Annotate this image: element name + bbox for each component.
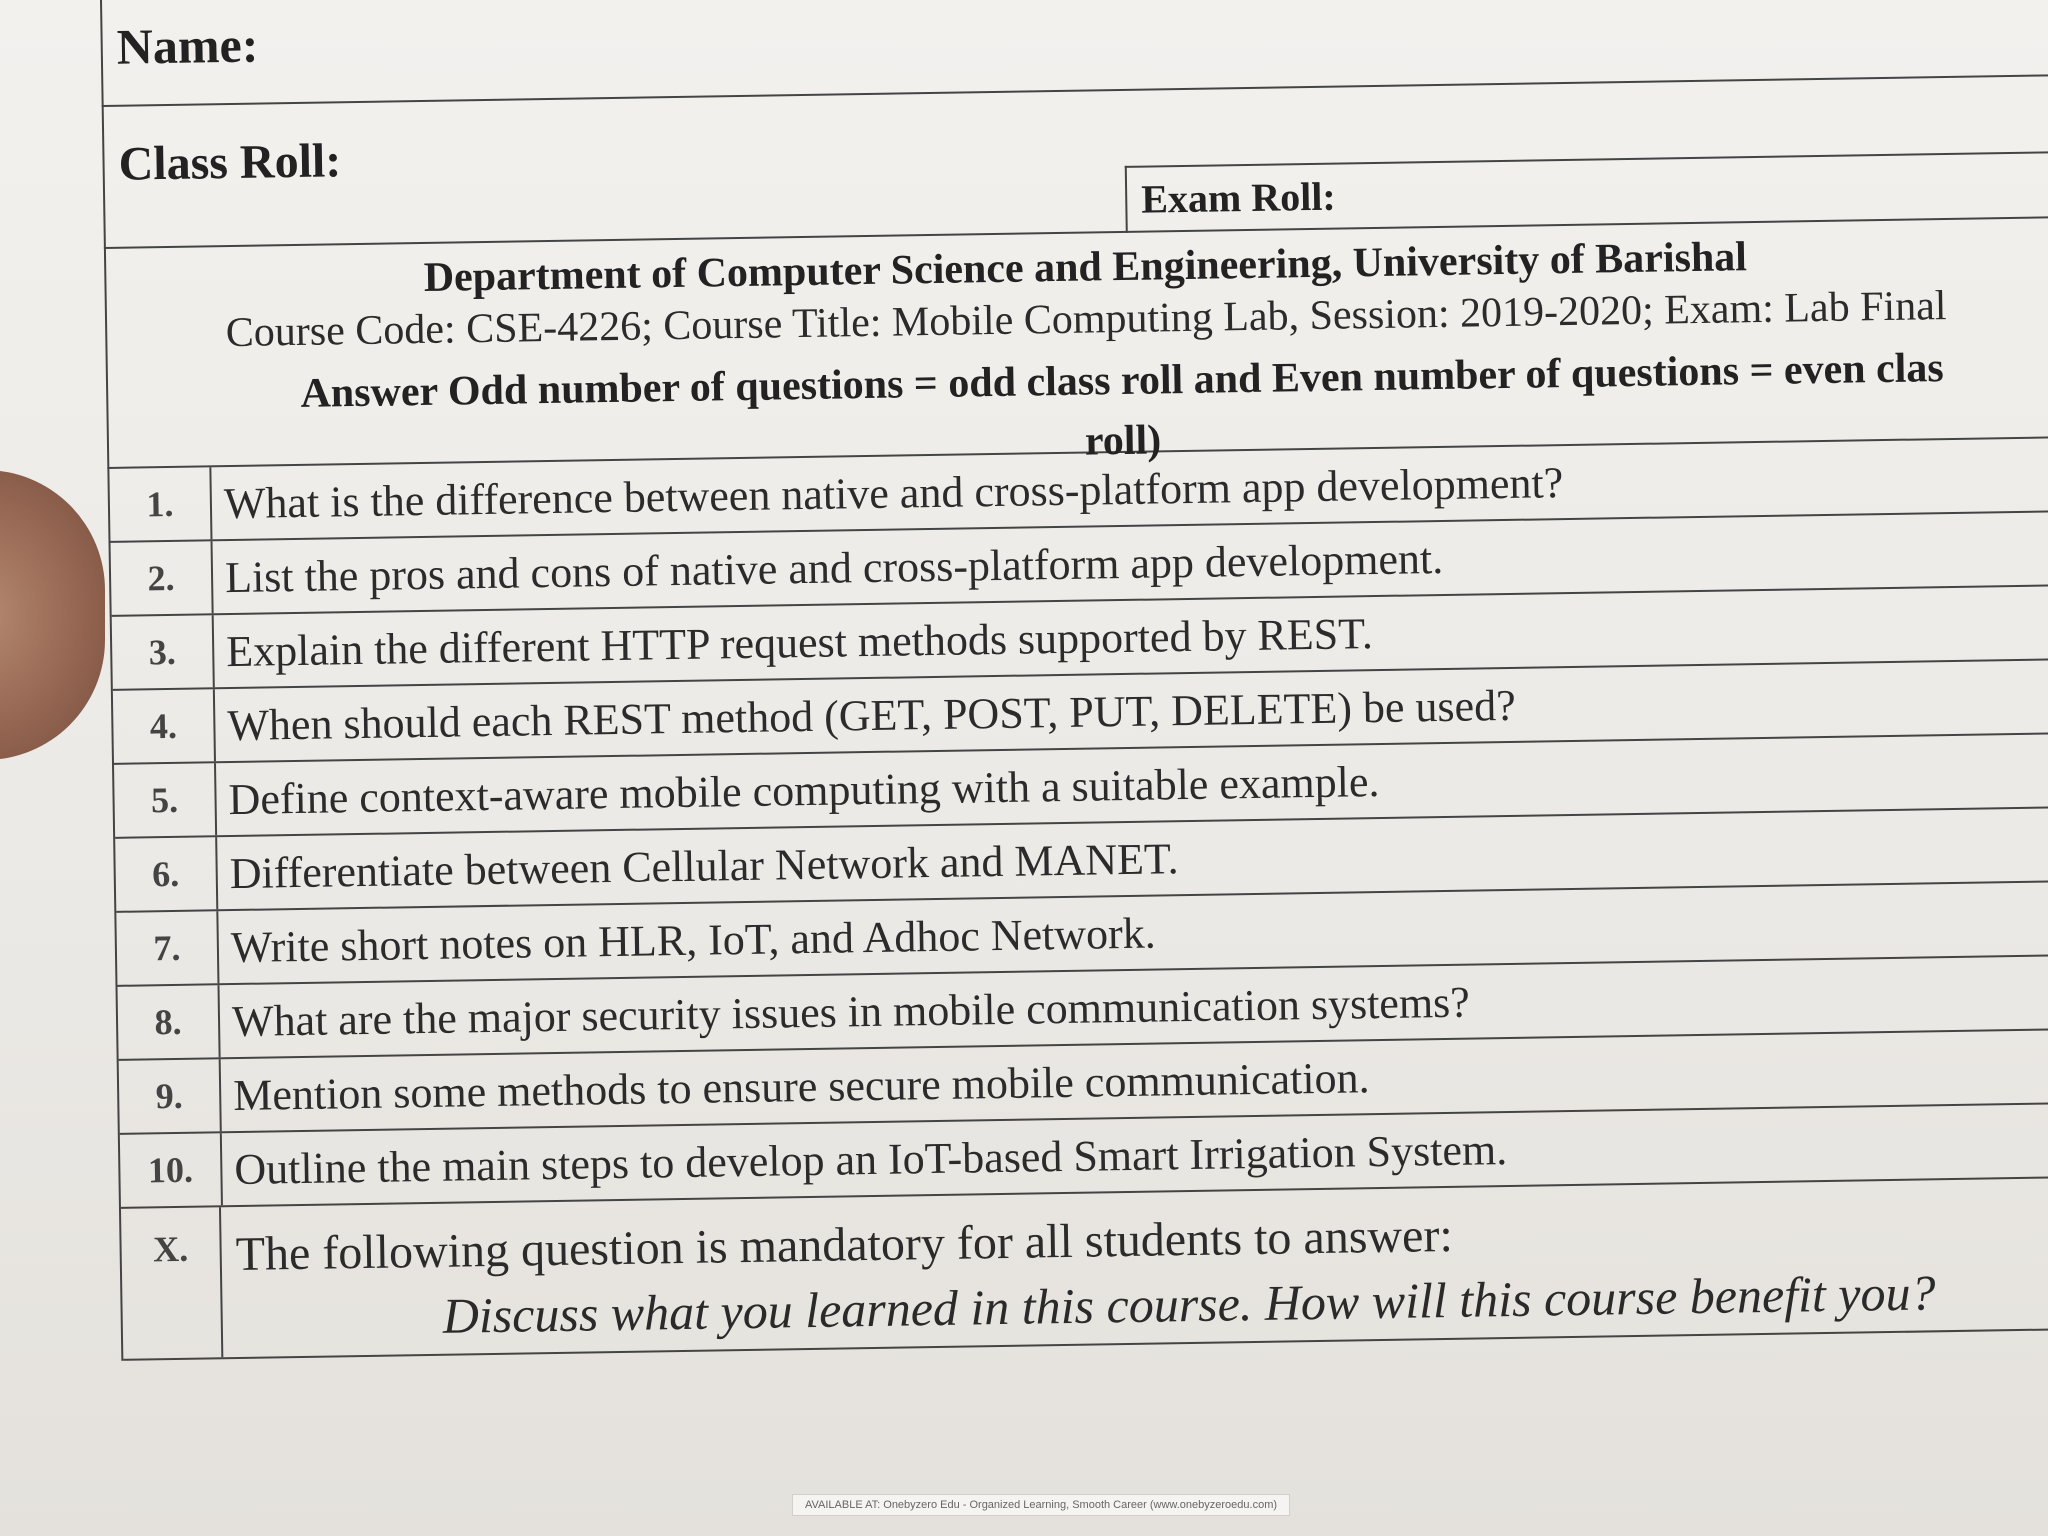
exam-roll-label: Exam Roll: [1140, 173, 1337, 222]
question-number: 3. [112, 615, 215, 689]
question-text: List the pros and cons of native and cross-platform app development. [224, 533, 1444, 602]
watermark-footer: AVAILABLE AT: Onebyzero Edu - Organized Learning, Smooth Career (www.onebyzeroedu.com) [792, 1494, 1290, 1516]
exam-header [104, 218, 2048, 469]
question-text: Explain the different HTTP request methods supported by REST. [225, 608, 1374, 676]
question-list [107, 438, 2048, 1361]
instruction-line-2: roll) [1084, 417, 1162, 465]
question-number: 1. [109, 467, 212, 541]
mandatory-question-text: The following question is mandatory for all students to answer: [235, 1208, 1454, 1282]
mandatory-question-subtext: Discuss what you learned in this course. How will this course benefit you? [442, 1264, 1936, 1344]
mandatory-question [221, 1180, 1936, 1357]
question-number: 8. [118, 985, 221, 1059]
question-number: 2. [111, 541, 214, 615]
name-label: Name: [116, 16, 259, 75]
question-text: What are the major security issues in mobile communication systems? [231, 977, 1471, 1046]
question-text: What is the difference between native and cross-platform app development? [223, 457, 1564, 528]
mandatory-question-row [121, 1178, 2048, 1361]
question-number: 10. [120, 1133, 223, 1207]
question-number: 7. [116, 911, 219, 985]
question-text: Differentiate between Cellular Network and MANET. [229, 833, 1179, 898]
exam-form [100, 0, 2048, 1361]
department-title: Department of Computer Science and Engineering, University of Barishal [423, 234, 1748, 301]
course-info: Course Code: CSE-4226; Course Title: Mobile Computing Lab, Session: 2019-2020; Exam: Lab Final [225, 283, 1947, 357]
question-text: Mention some methods to ensure secure mobile communication. [232, 1052, 1370, 1120]
question-text: Outline the main steps to develop an IoT-based Smart Irrigation System. [233, 1124, 1508, 1194]
instruction-line-1: Answer Odd number of questions = odd class roll and Even number of questions = even clas [300, 345, 1945, 417]
question-number: 9. [119, 1059, 222, 1133]
class-roll-label: Class Roll: [118, 134, 342, 191]
question-number: 5. [114, 763, 217, 837]
question-number: 4. [113, 689, 216, 763]
question-number: X. [121, 1207, 223, 1359]
question-number: 6. [115, 837, 218, 911]
question-text: Define context-aware mobile computing with a suitable example. [228, 756, 1380, 824]
question-text: When should each REST method (GET, POST, PUT, DELETE) be used? [227, 680, 1517, 750]
question-text: Write short notes on HLR, IoT, and Adhoc Network. [230, 908, 1157, 972]
